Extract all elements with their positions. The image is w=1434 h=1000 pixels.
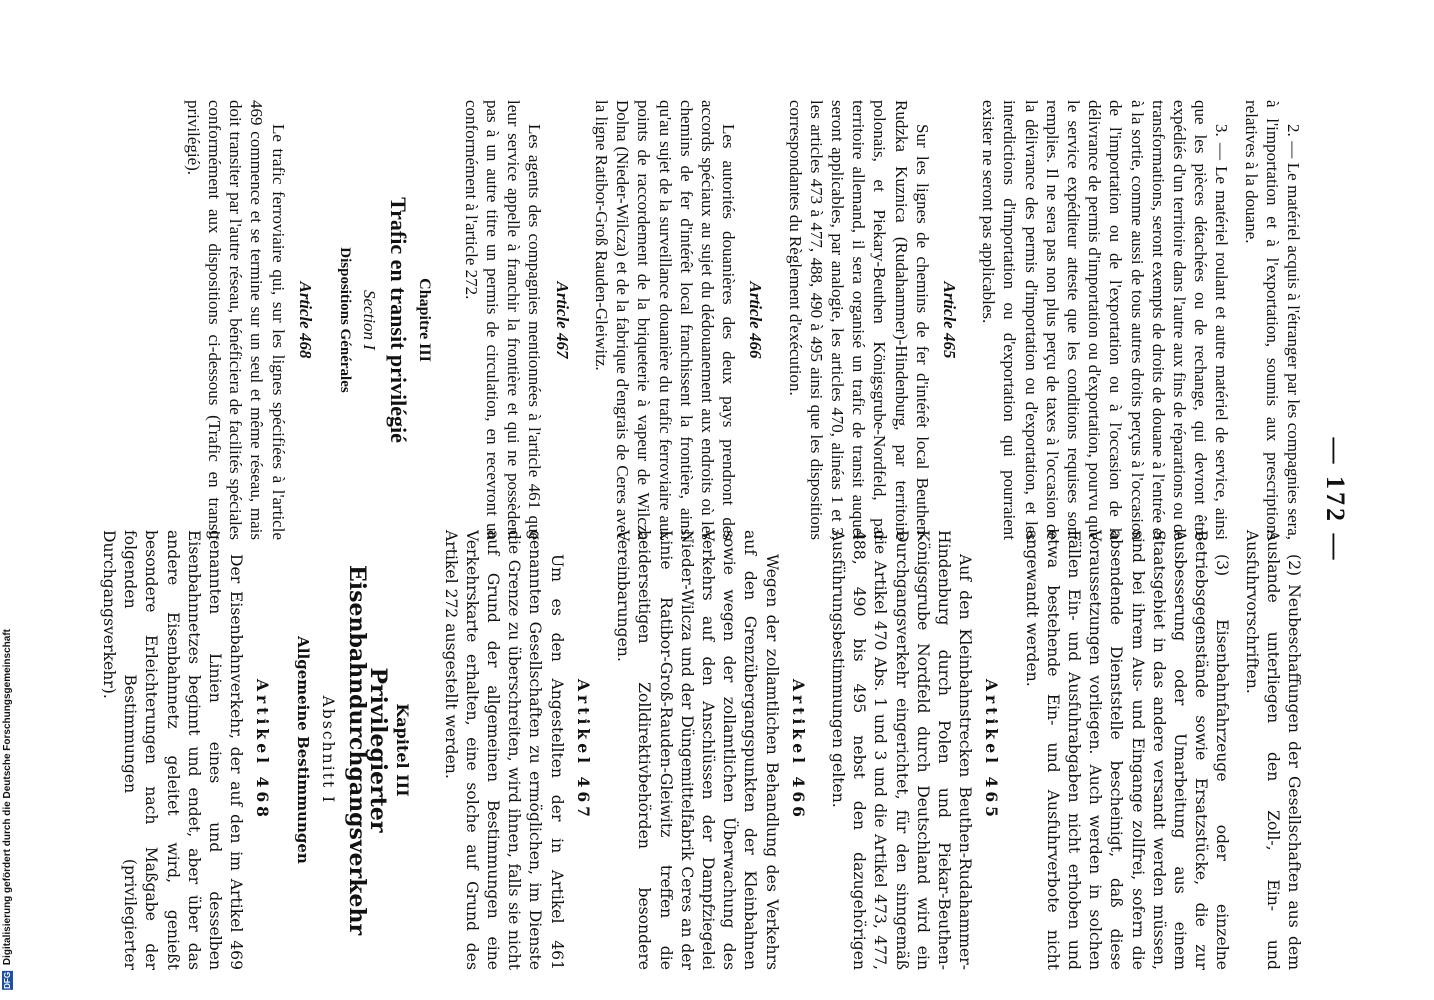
article-467-text-de: Um es den Angestellten der in Artikel 461 genannten Gesellschaften zu ermöglichen, im Dienste die Grenze zu überschreiten, wird ihnen, falls sie nicht auf Grund der allgemeinen Bestimmungen eine Verkehrskarte erhalten, eine solche auf Grund des Artikel 272 ausgestellt werden. [441,530,566,970]
article-467-heading-de: Artikel 467 [573,678,593,822]
article-465-heading-fr: Article 465 [939,281,959,359]
article-466-heading-de: Artikel 466 [788,678,808,822]
article-468-text-de: Der Eisenbahnverkehr, der auf den im Artikel 469 genannten Linien eines und desselben Eisenbahnnetzes beginnt und endet, aber über das andere Eisenbahnnetz geleitet wird, genießt besondere Erleichterungen nach Maßgabe der folgenden Bestimmungen (privilegierter Durchgangsverkehr). [100,530,246,970]
chapter-title-de: Privilegierter Eisenbahndurchgangsverkehr [344,564,392,936]
chapter-label-de: Kapitel III [393,703,413,797]
section-label-de: Abschnitt I [318,695,337,805]
paragraph-3-fr: 3. — Le matériel roulant et autre matériel de service, ainsi que les pièces détachées ou de rechange, qui devront être expédiés d'un territoire dans l'autre aux fins de réparations ou de transformations, seront exempts de droits de douane à l'entrée et à la sortie, comme aussi de tous autres droits perçus à l'occasion de l'importation ou de l'exportation ou à l'occasion de la délivrance de permis d'importation ou d'exportation, pourvu que le service expéditeur atteste que les conditions requises sont remplies. Il ne sera pas non plus perçu de taxes à l'occasion de la délivrance des permis d'importation ou d'exportation, et les interdictions d'importation ou d'exportation qui pourraient exister ne seront pas applicables. [979,100,1232,540]
article-467-text-fr: Les agents des compagnies mentionnées à l'article 461 que leur service appelle à franchir la frontière et qui ne possèdent pas à un autre titre un permis de circulation, en recevront un conformément à l'article 272. [461,100,545,540]
article-467-heading-fr: Article 467 [552,281,572,359]
section-title-fr: Dispositions Générales [337,247,354,393]
section-title-de: Allgemeine Bestimmungen [293,636,312,864]
dfg-logo: DFG [3,972,12,989]
paragraph-3-de: (3) Eisenbahnfahrzeuge oder einzelne Betriebsgegenstände sowie Ersatzstücke, die zur Ausbesserung oder Umarbeitung aus einem Staatsgebiet in das andere versandt werden müssen, sind bei ihrem Aus- und Eingange zollfrei, sofern die absendende Dienststelle bescheinigt, daß diese Voraussetzungen vorliegen. Auch werden in solchen Fällen Ein- und Ausfuhrabgaben nicht erhoben und etwa bestehende Ein- und Ausfuhrverbote nicht angewandt werden. [1022,530,1232,970]
french-column [175,100,1304,540]
article-465-heading-de: Artikel 465 [982,678,1002,822]
section-label-fr: Section I [360,290,380,350]
article-465-text-de: Auf den Kleinbahnstrecken Beuthen-Rudahammer-Hindenburg durch Polen und Piekar-Beuthen-Königsgrube Nordfeld durch Deutschland wird ein Durchgangsverkehr eingerichtet, für den sinngemäß die Artikel 470 Abs. 1 und 3 und die Artikel 473, 477, 488, 490 bis 495 nebst den dazugehörigen Ausführungsbestimmungen gelten. [828,530,975,970]
article-465-text-fr: Sur les lignes de chemins de fer d'intérêt local Beuthen-Rudzka Kuznica (Rudahammer)-Hindenburg, par territoire polonais, et Piekary-Beuthen Königsgrube-Nordfeld, par territoire allemand, il sera organisé un trafic de transit auquel seront applicables, par analogie, les articles 470, alinéas 1 et 3, les articles 473 à 477, 488, 490 à 495 ainsi que les dispositions correspondantes du Règlement d'exécution. [785,100,932,540]
article-468-heading-fr: Article 468 [295,281,315,359]
article-466-heading-fr: Article 466 [746,281,766,359]
chapter-title-fr: Trafic en transit privilégié [386,197,412,443]
article-466-text-fr: Les autorités douanières des deux pays prendront des accords spéciaux au sujet du dédouanement aux endroits où les chemins de fer d'intérêt local franchissent la frontière, ainsi qu'au sujet de la surveillance douanière du trafic ferroviaire aux points de raccordement de la briqueterie à vapeur de Wilcza Dolna (Nieder-Wilcza) et de la fabrique d'engrais de Ceres avec la ligne Ratibor-Groß Rauden-Gleiwitz. [591,100,739,540]
chapter-label-fr: Chapitre III [415,278,433,362]
paragraph-2-fr: 2. — Le matériel acquis à l'étranger par les compagnies sera, à l'importation et à l'exportation, soumis aux prescriptions relatives à la douane. [1241,100,1303,540]
paragraph-2-de: (2) Neubeschaffungen der Gesellschaften aus dem Auslande unterliegen den Zoll-, Ein- und Ausfuhrvorschriften. [1242,530,1303,970]
article-468-heading-de: Artikel 468 [253,678,273,822]
article-468-text-fr: Le trafic ferroviaire qui, sur les lignes spécifiées à l'article 469 commence et se termine sur un seul et même réseau, mais doit transiter par l'autre réseau, bénéficiera de facilités spéciales conformément aux dispositions ci-dessous (Trafic en transit privilégié). [183,100,288,540]
page-number: — 172 — [1321,437,1350,563]
digitization-credit [0,0,20,1000]
article-466-text-de: Wegen der zollamtlichen Behandlung des Verkehrs auf den Grenzübergangspunkten der Kleinbahnen sowie wegen der zollamtlichen Überwachung des Verkehrs auf den Anschlüssen der Dampfziegelei Nieder-Wilcza und der Düngemittelfabrik Ceres an der Linie Ratibor-Groß-Rauden-Gleiwitz treffen die beiderseitigen Zolldirektivbehörden besondere Vereinbarungen. [614,530,781,970]
credit-text: Digitalisierung gefördert durch die Deutsche Forschungsgemeinschaft [2,629,13,966]
german-column [90,530,1304,970]
